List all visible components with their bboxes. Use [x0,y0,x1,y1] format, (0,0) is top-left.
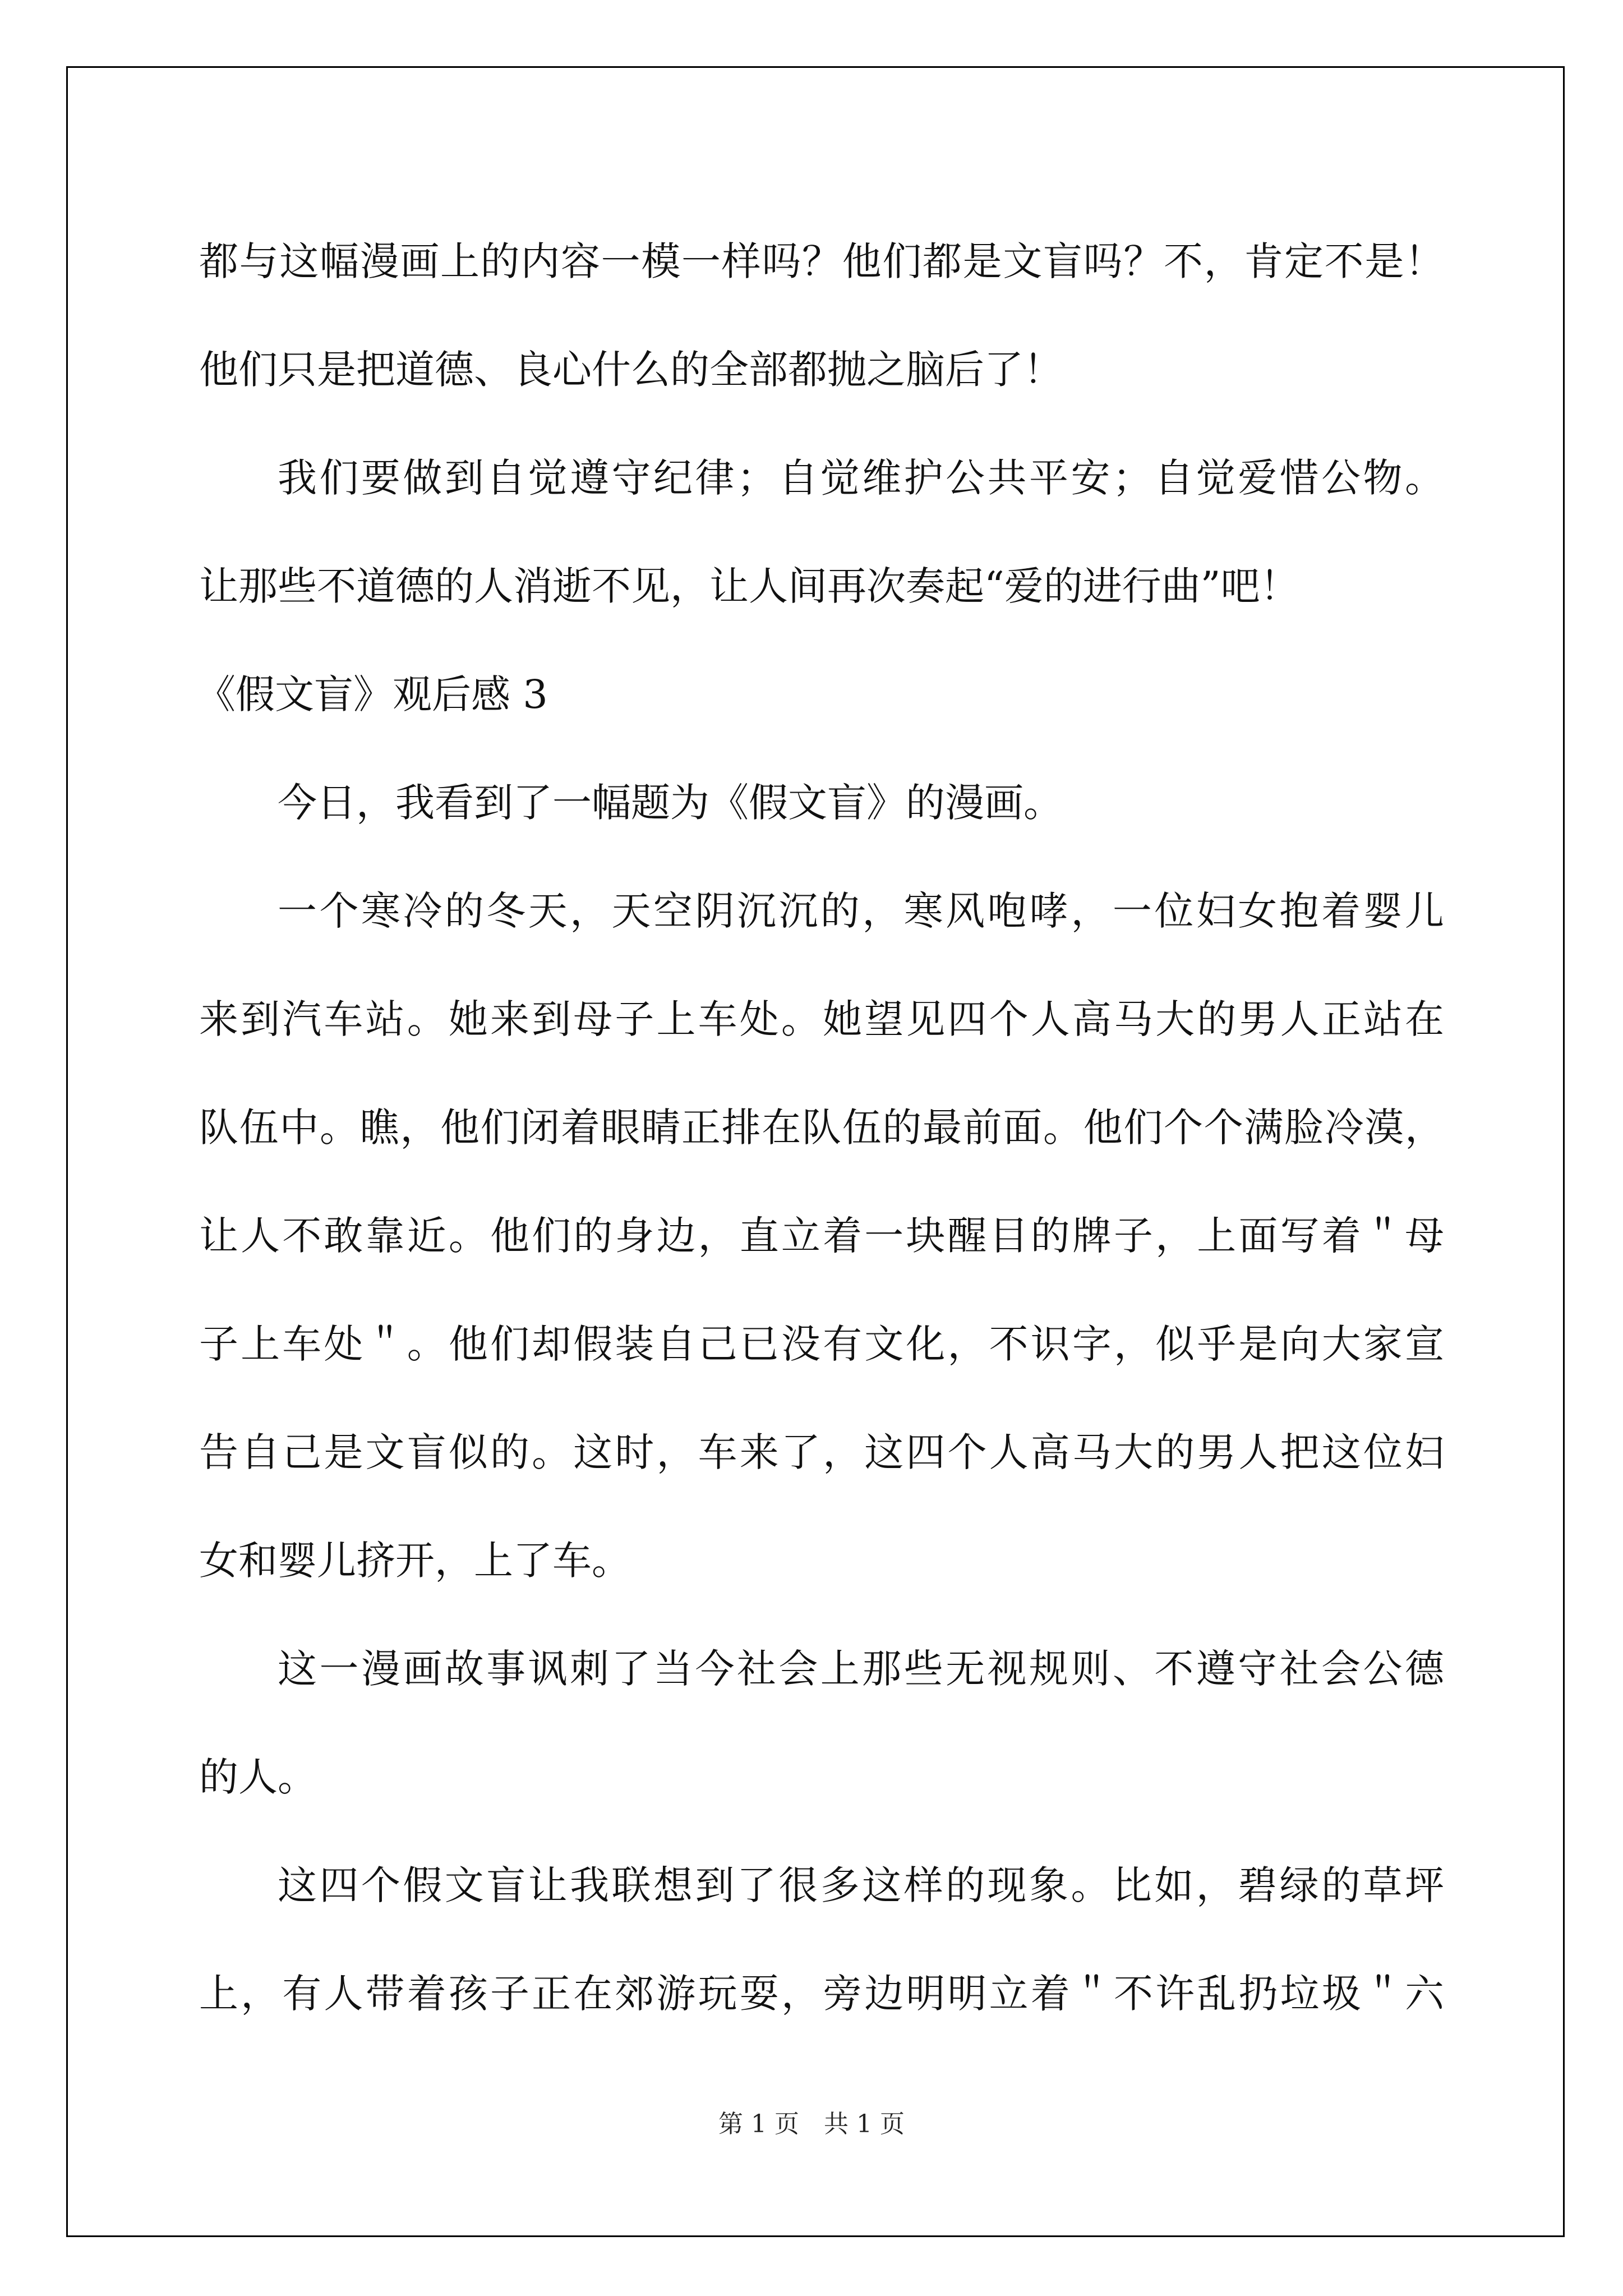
paragraph-first-line: 我们要做到自觉遵守纪律；自觉维护公共平安；自觉爱惜公物。 [278,455,1444,501]
text-line: 他们只是把道德、良心什么的全部都抛之脑后了！ [199,347,1063,393]
paragraph-first-line: 一个寒冷的冬天，天空阴沉沉的，寒风咆哮，一位妇女抱着婴儿 [278,888,1444,934]
text-line: 告自己是文盲似的。这时，车来了，这四个人高马大的男人把这位妇 [199,1429,1444,1475]
paragraph-first-line: 这一漫画故事讽刺了当今社会上那些无视规则、不遵守社会公德 [278,1646,1444,1692]
text-line: 的人。 [199,1754,317,1800]
text-line: 女和婴儿挤开，上了车。 [199,1538,631,1584]
page-footer: 第 1 页 共 1 页 [718,2110,905,2138]
text-line: 队伍中。瞧，他们闭着眼睛正排在队伍的最前面。他们个个满脸冷漠， [199,1105,1444,1151]
text-line: 让人不敢靠近。他们的身边，直立着一块醒目的牌子，上面写着＂母 [199,1213,1444,1259]
text-line: 上，有人带着孩子正在郊游玩耍，旁边明明立着＂不许乱扔垃圾＂六 [199,1971,1444,2017]
text-line: 让那些不道德的人消逝不见，让人间再次奏起“爱的进行曲”吧！ [199,563,1299,609]
paragraph-first-line: 今日，我看到了一幅题为《假文盲》的漫画。 [278,780,1063,826]
paragraph-first-line: 这四个假文盲让我联想到了很多这样的现象。比如，碧绿的草坪 [278,1862,1444,1908]
text-line: 子上车处＂。他们却假装自己已没有文化，不识字，似乎是向大家宣 [199,1321,1444,1367]
section-heading: 《假文盲》观后感 3 [196,671,548,717]
document-body [196,208,1444,2048]
text-line: 来到汽车站。她来到母子上车处。她望见四个人高马大的男人正站在 [199,996,1444,1042]
text-line: 都与这幅漫画上的内容一模一样吗？他们都是文盲吗？不，肯定不是！ [199,238,1444,284]
